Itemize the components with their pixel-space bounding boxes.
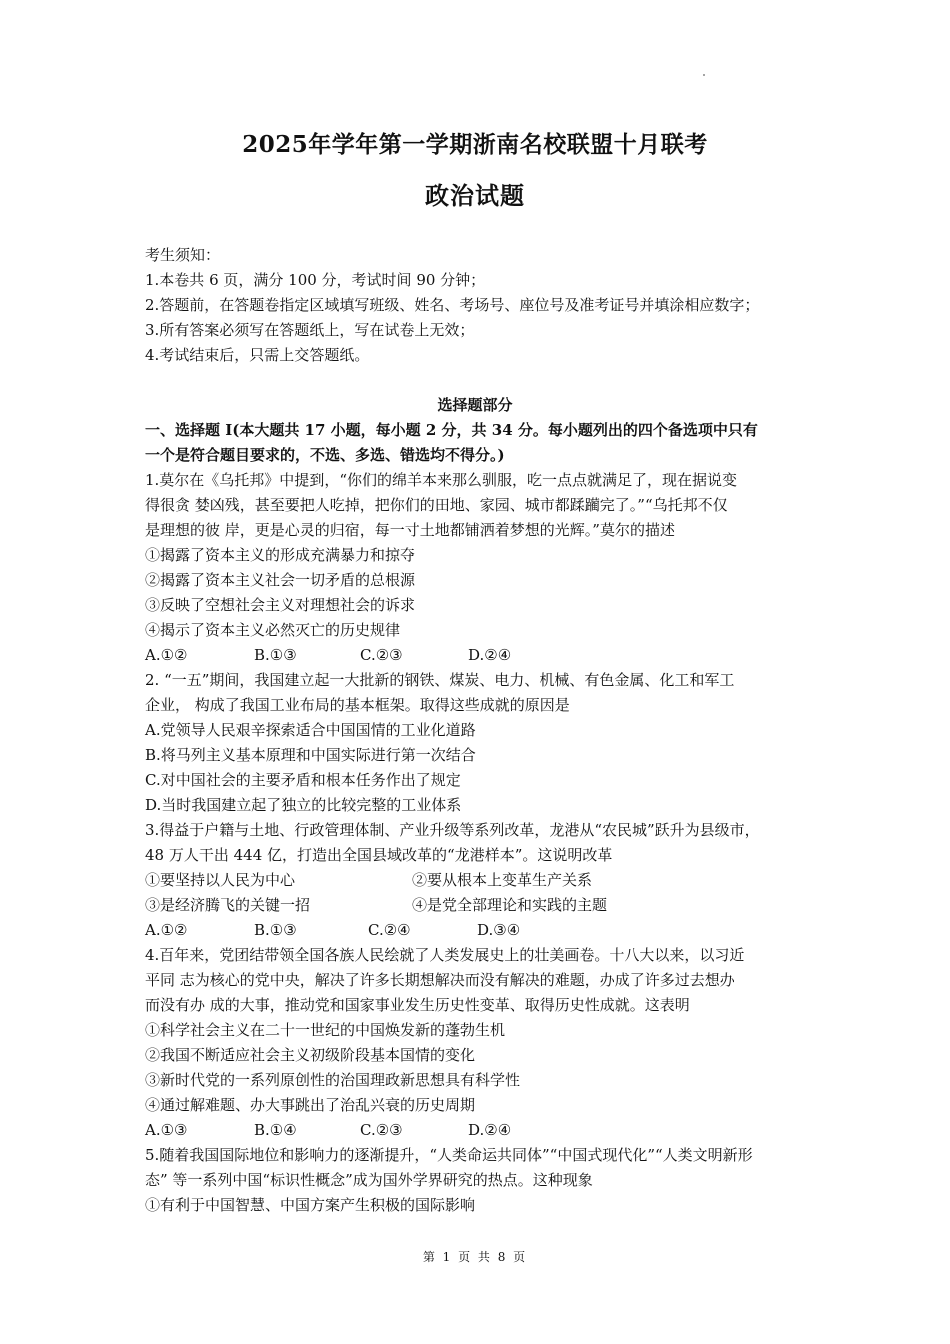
q2-choice-d: D.当时我国建立起了独立的比较完整的工业体系 xyxy=(145,796,462,814)
q1-option-d: D.②④ xyxy=(468,646,512,664)
q4-option-b: B.①④ xyxy=(254,1121,297,1139)
q1-option-a: A.①② xyxy=(145,646,188,664)
q1-statement: ①揭露了资本主义的形成充满暴力和掠夺 xyxy=(145,546,416,564)
page-footer: 第 1 页 共 8 页 xyxy=(422,1250,528,1264)
q4-statement: ②我国不断适应社会主义初级阶段基本国情的变化 xyxy=(145,1046,476,1064)
q1-statement: ③反映了空想社会主义对理想社会的诉求 xyxy=(145,596,416,614)
section-instructions: 一、选择题 I(本大题共 17 小题，每小题 2 分，共 34 分。每小题列出的四个备选项中只有 xyxy=(145,421,758,439)
q1-stem: 是理想的彼 岸，更是心灵的归宿，每一寸土地都铺洒着梦想的光辉。”莫尔的描述 xyxy=(145,521,675,539)
q1-option-b: B.①③ xyxy=(254,646,297,664)
q3-statement: ②要从根本上变革生产关系 xyxy=(412,871,593,889)
q4-stem: 而没有办 成的大事，推动党和国家事业发生历史性变革、取得历史性成就。这表明 xyxy=(145,996,690,1014)
q1-option-c: C.②③ xyxy=(360,646,403,664)
q4-option-c: C.②③ xyxy=(360,1121,403,1139)
notice-item: 4.考试结束后，只需上交答题纸。 xyxy=(145,346,370,364)
q4-stem: 平同 志为核心的党中央，解决了许多长期想解决而没有解决的难题，办成了许多过去想办 xyxy=(145,971,735,989)
q3-stem: 48 万人干出 444 亿，打造出全国县域改革的“龙港样本”。这说明改革 xyxy=(145,846,613,864)
q3-option-a: A.①② xyxy=(145,921,188,939)
q1-stem: 1.莫尔在《乌托邦》中提到，“你们的绵羊本来那么驯服，吃一点点就满足了，现在据说变 xyxy=(145,471,737,489)
q3-statement: ①要坚持以人民为中心 xyxy=(145,871,296,889)
q2-choice-c: C.对中国社会的主要矛盾和根本任务作出了规定 xyxy=(145,771,461,789)
q2-stem: 2. “一五”期间，我国建立起一大批新的钢铁、煤炭、电力、机械、有色金属、化工和军工 xyxy=(145,671,735,689)
q3-statement: ③是经济腾飞的关键一招 xyxy=(145,896,311,914)
notice-item: 2.答题前，在答题卷指定区域填写班级、姓名、考场号、座位号及准考证号并填涂相应数字； xyxy=(145,296,760,314)
q2-choice-a: A.党领导人民艰辛探索适合中国国情的工业化道路 xyxy=(145,721,476,739)
q2-choice-b: B.将马列主义基本原理和中国实际进行第一次结合 xyxy=(145,746,476,764)
scan-dot xyxy=(703,74,705,76)
q2-stem: 企业， 构成了我国工业布局的基本框架。取得这些成就的原因是 xyxy=(145,696,570,714)
q3-option-b: B.①③ xyxy=(254,921,297,939)
q3-option-d: D.③④ xyxy=(477,921,521,939)
q5-stem: 5.随着我国国际地位和影响力的逐渐提升，“人类命运共同体”“中国式现代化”“人类文明新形 xyxy=(145,1146,753,1164)
q4-statement: ③新时代党的一系列原创性的治国理政新思想具有科学性 xyxy=(145,1071,521,1089)
q5-stem: 态” 等一系列中国“标识性概念”成为国外学界研究的热点。这种现象 xyxy=(145,1171,593,1189)
q4-stem: 4.百年来，党团结带领全国各族人民绘就了人类发展史上的壮美画卷。十八大以来，以习近 xyxy=(145,946,745,964)
section-title: 选择题部分 xyxy=(437,396,513,414)
q3-stem: 3.得益于户籍与土地、行政管理体制、产业升级等系列改革，龙港从“农民城”跃升为县级市， xyxy=(145,821,760,839)
exam-subtitle: 政治试题 xyxy=(425,181,525,210)
notice-item: 1.本卷共 6 页，满分 100 分，考试时间 90 分钟； xyxy=(145,271,486,289)
q4-statement: ①科学社会主义在二十一世纪的中国焕发新的蓬勃生机 xyxy=(145,1021,506,1039)
q4-option-a: A.①③ xyxy=(145,1121,188,1139)
q4-option-d: D.②④ xyxy=(468,1121,512,1139)
q1-statement: ④揭示了资本主义必然灭亡的历史规律 xyxy=(145,621,401,639)
notice-heading: 考生须知： xyxy=(145,246,221,264)
q3-option-c: C.②④ xyxy=(368,921,411,939)
notice-item: 3.所有答案必须写在答题纸上，写在试卷上无效； xyxy=(145,321,475,339)
q5-statement: ①有利于中国智慧、中国方案产生积极的国际影响 xyxy=(145,1196,476,1214)
q3-statement: ④是党全部理论和实践的主题 xyxy=(412,896,608,914)
section-instructions: 一个是符合题目要求的，不选、多选、错选均不得分。) xyxy=(145,446,505,464)
q1-statement: ②揭露了资本主义社会一切矛盾的总根源 xyxy=(145,571,416,589)
q4-statement: ④通过解难题、办大事跳出了治乱兴衰的历史周期 xyxy=(145,1096,476,1114)
exam-title: 2025年学年第一学期浙南名校联盟十月联考 xyxy=(242,131,708,158)
q1-stem: 得很贪 婪凶残，甚至要把人吃掉，把你们的田地、家园、城市都蹂躏完了。”“乌托邦不仅 xyxy=(145,496,728,514)
